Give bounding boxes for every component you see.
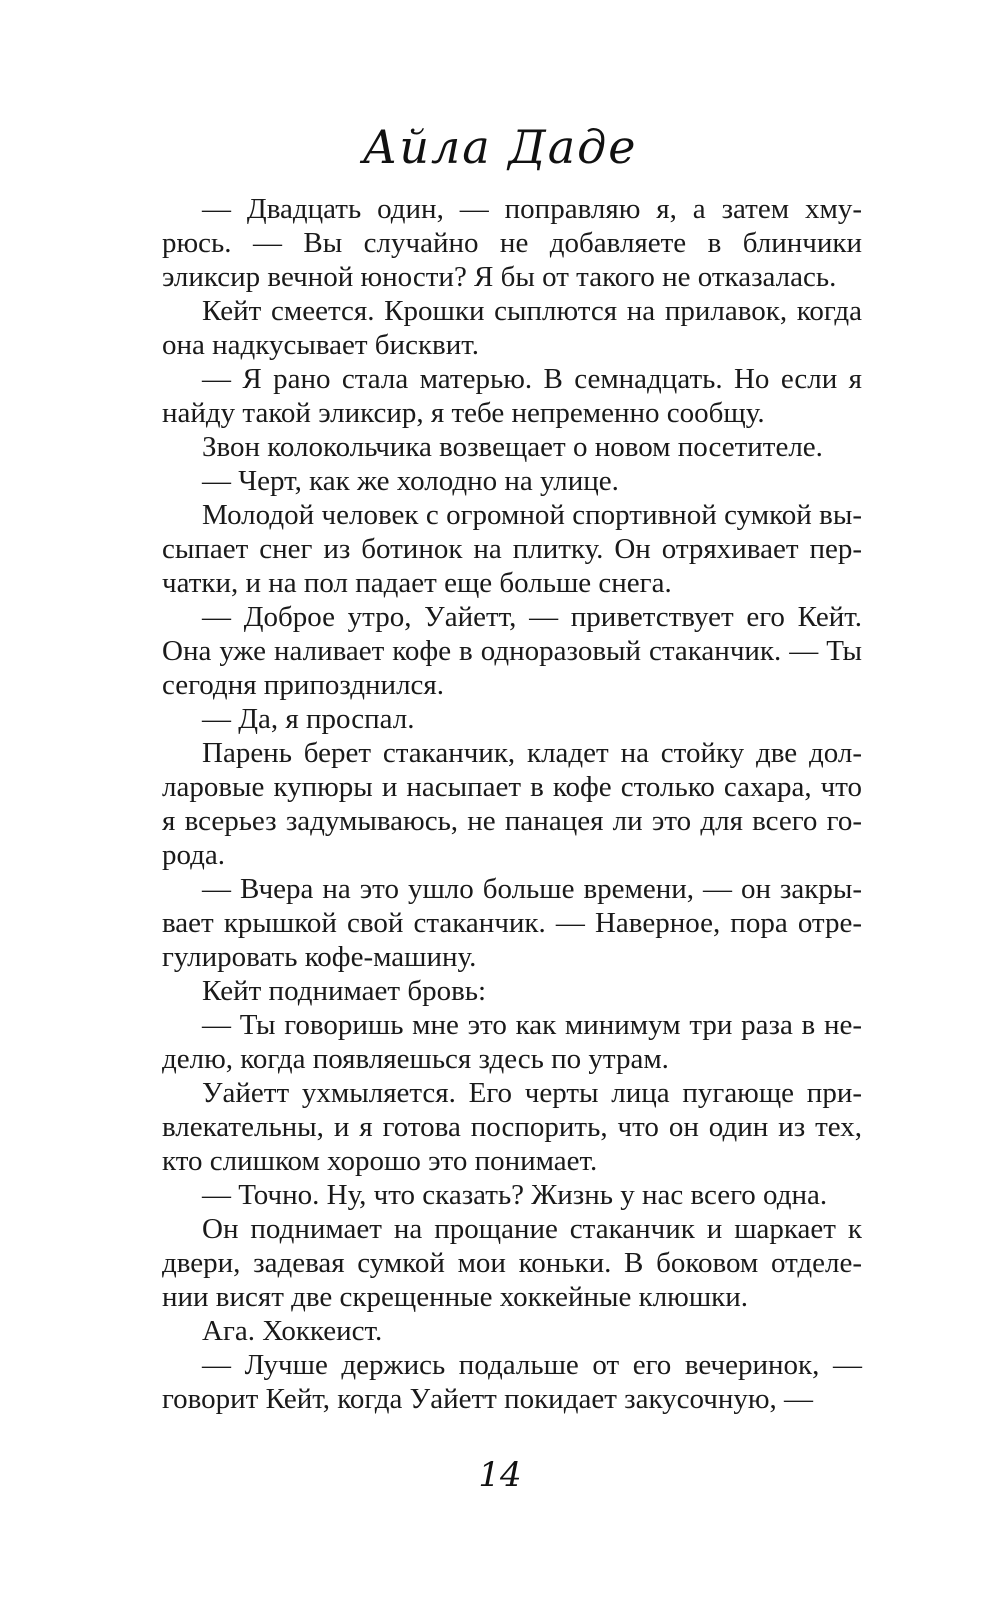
page-number: 14 [478,1455,522,1495]
body-text [162,192,862,1416]
paragraph: Парень берет стаканчик, кладет на стойку две дол-ларовые купюры и насыпает в кофе столько сахара, что я всерьез задумываюсь, не панацея ли это для всего го-рода. [162,737,862,871]
paragraph: — Вчера на это ушло больше времени, — он закры-вает крышкой свой стаканчик. — Наверное, пора отре-гулировать кофе-машину. [162,873,862,973]
paragraph: — Точно. Ну, что сказать? Жизнь у нас всего одна. [202,1179,828,1211]
paragraph: Кейт поднимает бровь: [202,975,487,1007]
paragraph: — Ты говоришь мне это как минимум три раза в не-делю, когда появляешься здесь по утрам. [162,1009,862,1075]
paragraph: Звон колокольчика возвещает о новом посетителе. [202,431,823,463]
paragraph: — Двадцать один, — поправляю я, а затем хму-рюсь. — Вы случайно не добавляете в блинчики эликсир вечной юности? Я бы от такого не отказалась. [162,193,862,293]
paragraph: — Черт, как же холодно на улице. [202,465,619,497]
paragraph: — Доброе утро, Уайетт, — приветствует его Кейт. Она уже наливает кофе в одноразовый стаканчик. — Ты сегодня припозднился. [162,601,862,701]
paragraph: — Лучше держись подальше от его вечеринок, — говорит Кейт, когда Уайетт покидает закусочную, — [162,1349,862,1415]
paragraph: Он поднимает на прощание стаканчик и шаркает к двери, задевая сумкой мои коньки. В боковом отделе-нии висят две скрещенные хоккейные клюшки. [162,1213,862,1313]
paragraph: Молодой человек с огромной спортивной сумкой вы-сыпает снег из ботинок на плитку. Он отряхивает пер-чатки, и на пол падает еще больше снега. [162,499,862,599]
paragraph: — Да, я проспал. [202,703,415,735]
paragraph: — Я рано стала матерью. В семнадцать. Но если я найду такой эликсир, я тебе непременно сообщу. [162,363,862,429]
paragraph: Кейт смеется. Крошки сыплются на прилавок, когда она надкусывает бисквит. [162,295,862,361]
running-head-author: Айла Дадe [362,120,638,174]
paragraph: Ага. Хоккеист. [202,1315,383,1347]
paragraph: Уайетт ухмыляется. Его черты лица пугающе при-влекательны, и я готова поспорить, что он один из тех, кто слишком хорошо это понимает. [162,1077,862,1177]
